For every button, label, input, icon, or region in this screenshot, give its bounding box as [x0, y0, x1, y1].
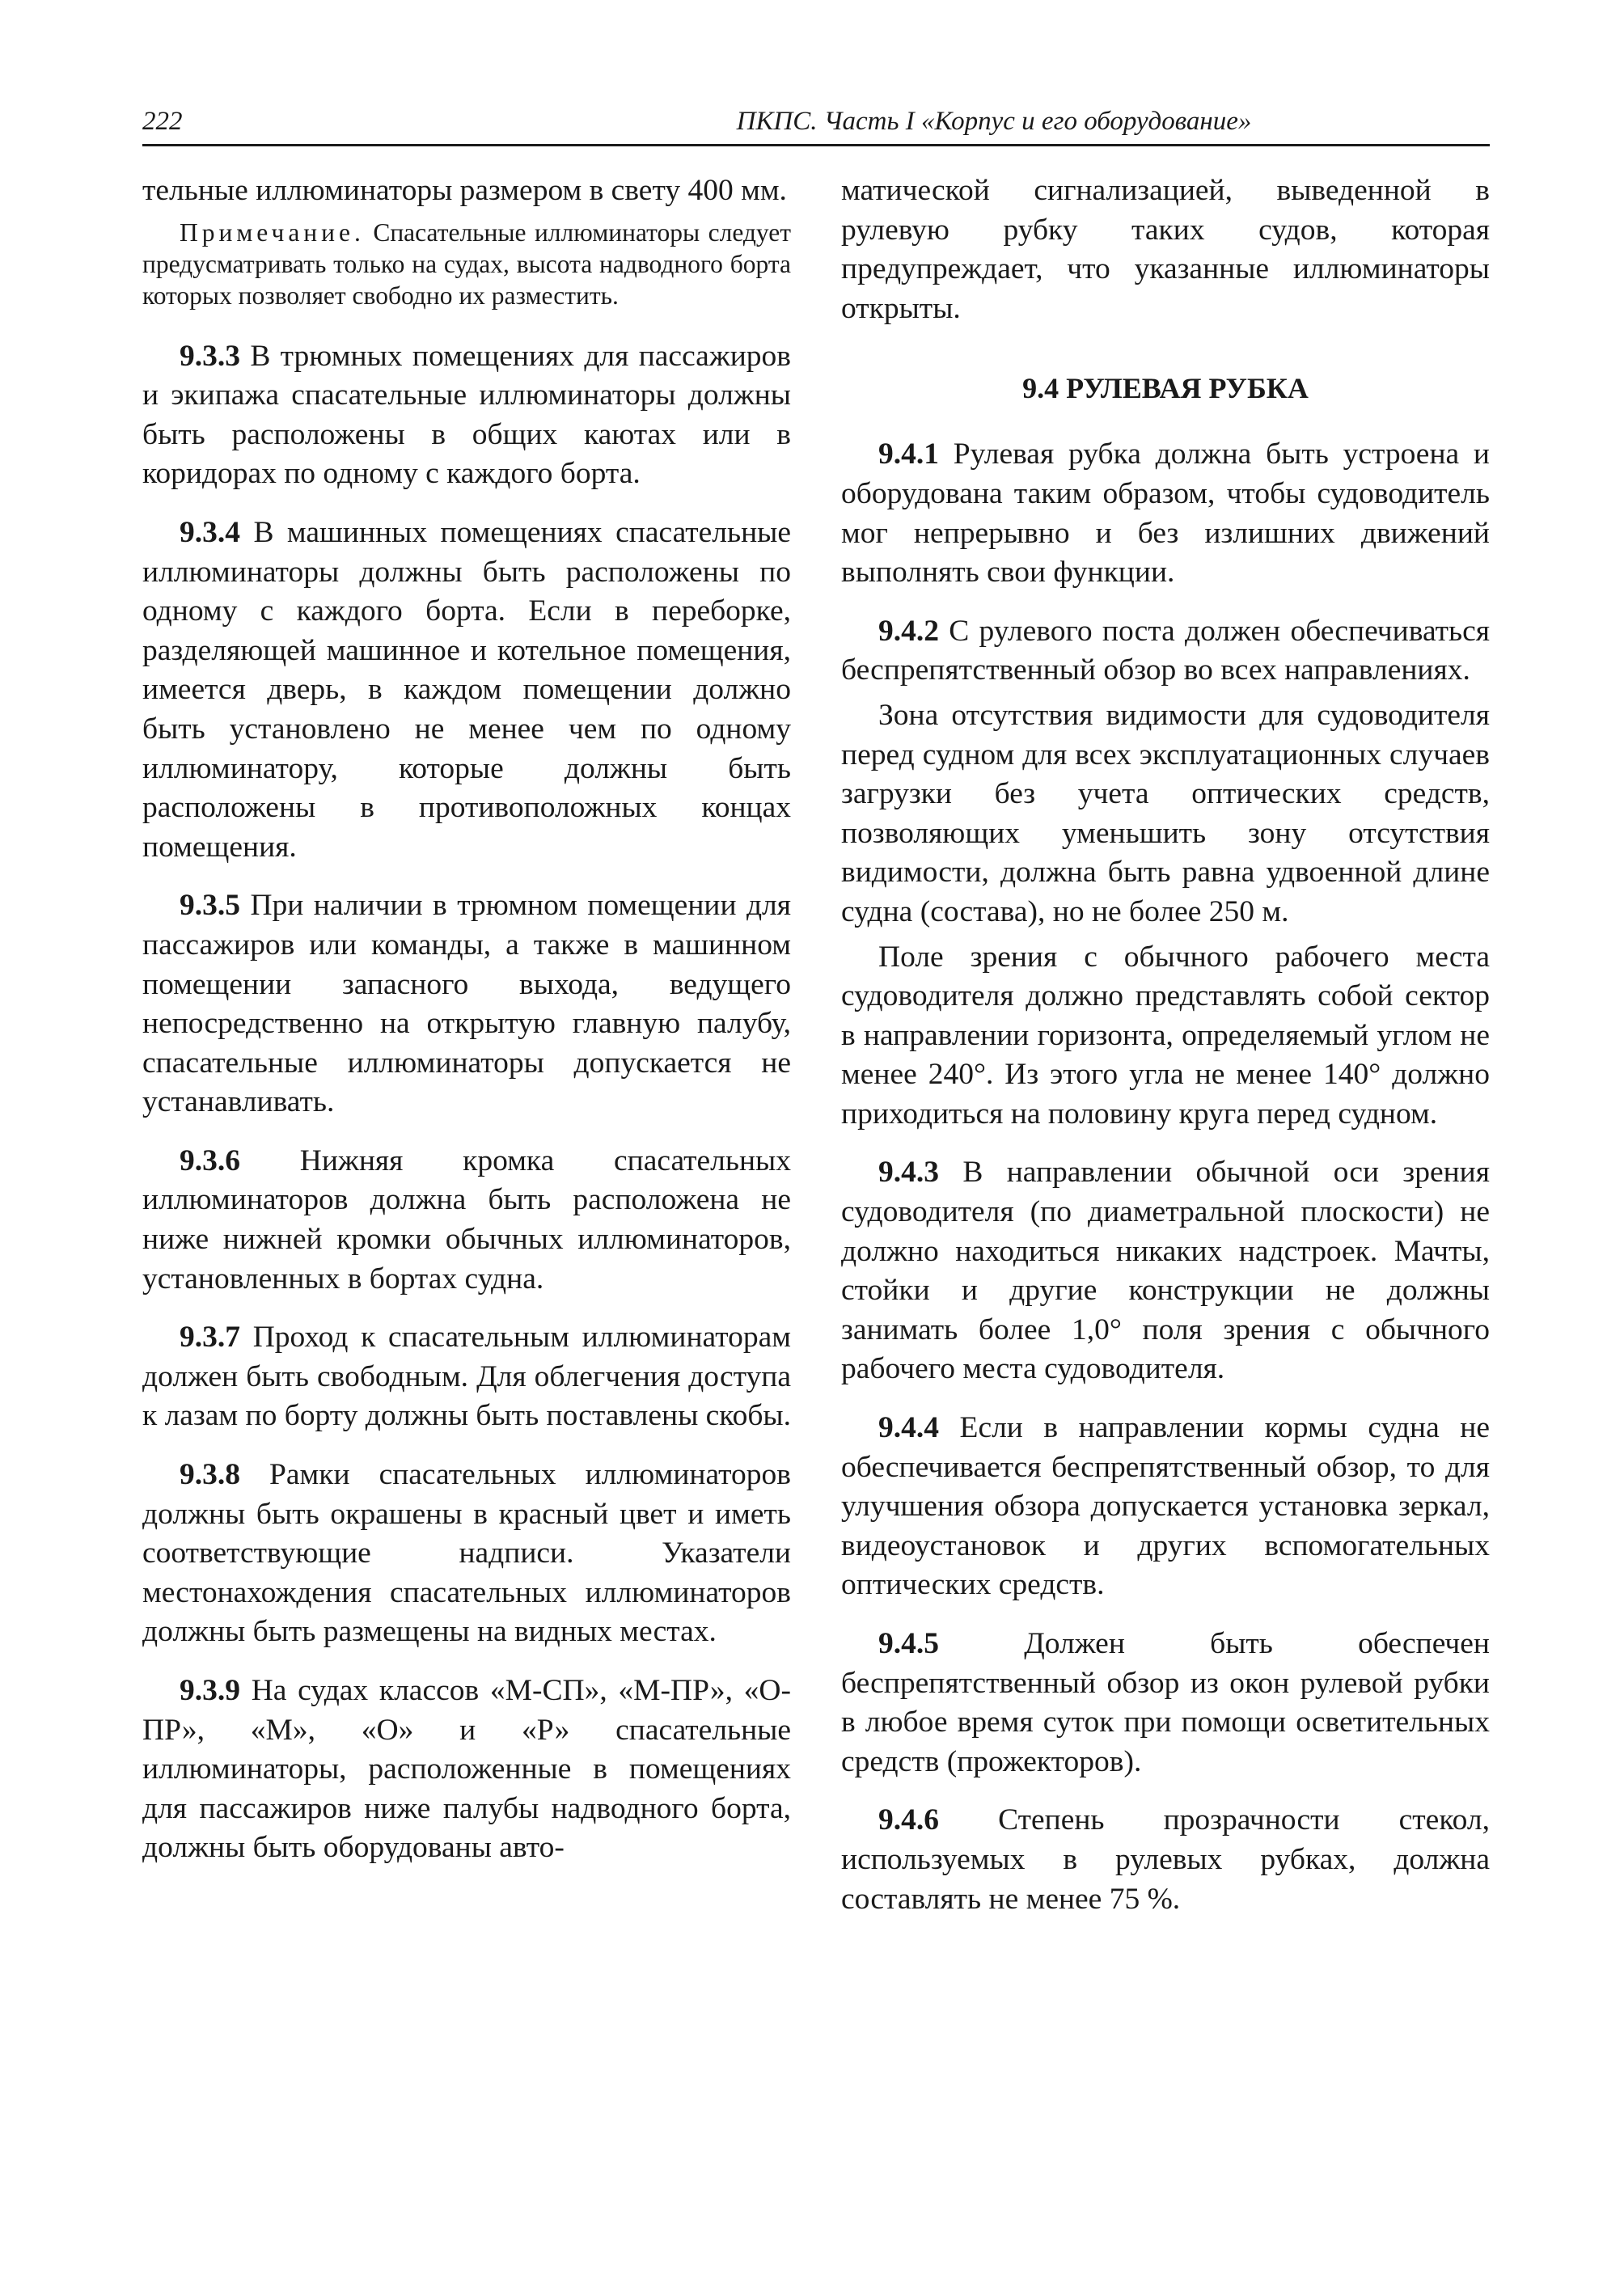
paragraph-number: 9.3.4 [180, 515, 240, 549]
paragraph-text: В машинных помещениях спасательные иллюминаторы должны быть расположены по одному с каждого борта. Если в переборке, разделяющей машинное и котельное помещения, имеется дверь, в каждом помещении должно быть установлено не менее чем по одному иллюминатору, которые должны быть расположены в противоположных концах помещения. [142, 515, 791, 864]
continuation-text: матической сигнализацией, выведенной в рулевую рубку таких судов, которая предупреждает, что указанные иллюминаторы открыты. [841, 174, 1490, 325]
paragraph-text: С рулевого поста должен обеспечиваться беспрепятственный обзор во всех направлениях. [841, 614, 1490, 687]
note [142, 217, 791, 311]
paragraph-text: Нижняя кромка спасательных иллюминаторов должна быть расположена не ниже нижней кромки обычных иллюминаторов, установленных в бортах судна. [142, 1143, 791, 1296]
paragraph-text: При наличии в трюмном помещении для пассажиров или команды, а также в машинном помещении запасного выхода, ведущего непосредственно на открытую главную палубу, спасательные иллюминаторы допускается не устанавливать. [142, 889, 792, 1119]
note-label: Примечание. [180, 218, 365, 247]
paragraph-9-4-5 [841, 1625, 1490, 1782]
paragraph-9-3-8 [142, 1456, 791, 1652]
note-text: Спасательные иллюминаторы следует предусматривать только на судах, высота надводного борта которых позволяет свободно их разместить. [142, 218, 791, 310]
paragraph-text: Зона отсутствия видимости для судоводителя перед судном для всех эксплуатационных случаев загрузки без учета оптических средств, позволяющих уменьшить зону отсутствия видимости, должна быть равна удвоенной длине судна (состава), но не более 250 м. [841, 698, 1490, 928]
running-title: ПКПС. Часть I «Корпус и его оборудование» [736, 107, 1252, 136]
continuation-text: тельные иллюминаторы размером в свету 400 мм. [142, 174, 787, 207]
paragraph-9-4-2 [841, 612, 1490, 691]
paragraph-number: 9.3.6 [180, 1143, 240, 1177]
paragraph-9-3-6 [142, 1142, 791, 1299]
paragraph-number: 9.4.5 [878, 1627, 939, 1660]
paragraph-number: 9.4.1 [878, 437, 939, 471]
paragraph-number: 9.3.9 [180, 1674, 240, 1707]
paragraph-number: 9.3.8 [180, 1458, 240, 1492]
paragraph-text: В направлении обычной оси зрения судоводителя (по диаметральной плоскости) не должно находиться никаких надстроек. Мачты, стойки и другие конструкции не должны занимать более 1,0° поля зрения с обычного рабочего места судоводителя. [841, 1156, 1491, 1386]
paragraph-9-3-4 [142, 514, 791, 867]
paragraph-text: Рамки спасательных иллюминаторов должны быть окрашены в красный цвет и иметь соответствующие надписи. Указатели местонахождения спасательных иллюминаторов должны быть размещены на видных местах. [142, 1458, 792, 1649]
paragraph-number: 9.3.5 [180, 889, 240, 923]
paragraph-9-4-3 [841, 1153, 1490, 1389]
right-column [841, 171, 1490, 1938]
paragraph-number: 9.3.3 [180, 339, 240, 373]
paragraph-9-3-7 [142, 1318, 791, 1436]
paragraph-text: Степень прозрачности стекол, используемых в рулевых рубках, должна составлять не менее 75 %. [841, 1803, 1490, 1916]
paragraph-9-3-9 [142, 1672, 791, 1868]
paragraph-text: Поле зрения с обычного рабочего места судоводителя должно представлять собой сектор в направлении горизонта, определяемый углом не менее 240°. Из этого угла не менее 140° должно приходиться на половину круга перед судном. [841, 940, 1490, 1131]
paragraph-9-4-1 [841, 435, 1490, 592]
paragraph-number: 9.4.3 [878, 1156, 939, 1190]
paragraph-text: Проход к спасательным иллюминаторам должен быть свободным. Для облегчения доступа к лазам по борту должны быть поставлены скобы. [142, 1321, 792, 1433]
left-column [142, 171, 791, 1887]
paragraph-number: 9.4.4 [878, 1411, 939, 1445]
paragraph-text: На судах классов «М-СП», «М-ПР», «О-ПР», «М», «О» и «Р» спасательные иллюминаторы, расположенные в помещениях для пассажиров ниже палубы надводного борта, должны быть оборудованы авто- [142, 1674, 792, 1865]
paragraph-text: Рулевая рубка должна быть устроена и оборудована таким образом, чтобы судоводитель мог непрерывно и без излишних движений выполнять свои функции. [841, 437, 1491, 590]
paragraph-text: Если в направлении кормы судна не обеспечивается беспрепятственный обзор, то для улучшения обзора допускается установка зеркал, видеоустановок и других вспомогательных оптических средств. [841, 1411, 1490, 1602]
paragraph-9-4-6 [841, 1801, 1490, 1919]
paragraph-number: 9.4.6 [878, 1803, 939, 1837]
page-header [142, 102, 1490, 146]
paragraph-number: 9.3.7 [180, 1321, 240, 1355]
paragraph-9-3-3 [142, 337, 791, 494]
paragraph-text: В трюмных помещениях для пассажиров и экипажа спасательные иллюминаторы должны быть расположены в общих каютах или в коридорах по одному с каждого борта. [142, 339, 792, 491]
page-number: 222 [142, 107, 183, 136]
section-heading: 9.4 РУЛЕВАЯ РУБКА [1022, 372, 1309, 405]
paragraph-text: Должен быть обеспечен беспрепятственный обзор из окон рулевой рубки в любое время суток при помощи осветительных средств (прожекторов). [841, 1627, 1490, 1778]
paragraph-9-4-4 [841, 1409, 1490, 1605]
paragraph-number: 9.4.2 [878, 614, 939, 648]
paragraph-9-3-5 [142, 886, 791, 1122]
